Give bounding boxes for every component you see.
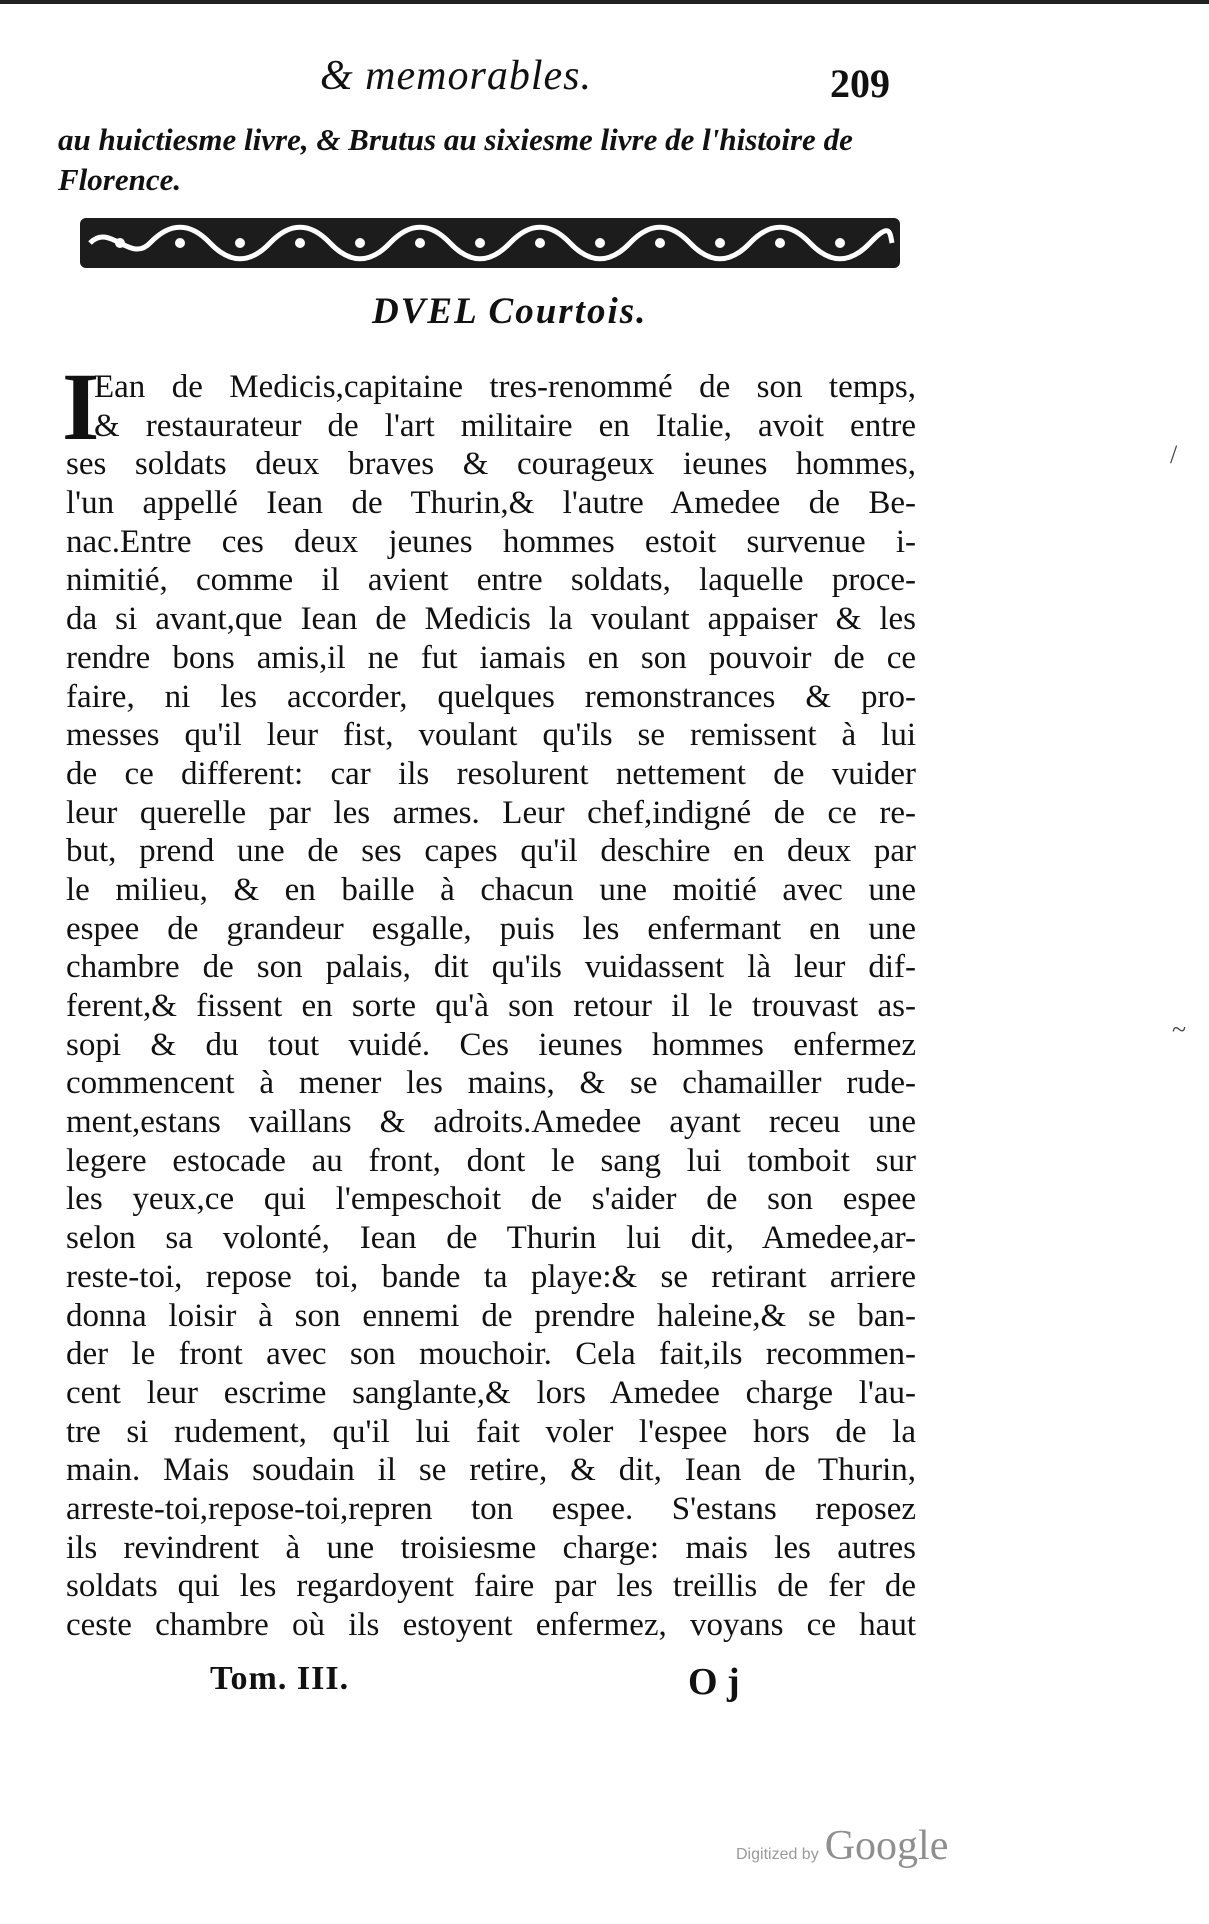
body-line: & restaurateur de l'art militaire en Italie, avoit entre xyxy=(94,407,916,444)
body-line: ferent,& fissent en sorte qu'à son retour il le trouvast as- xyxy=(66,988,916,1024)
margin-mark: ~ xyxy=(1172,1015,1187,1044)
continuation-line: Florence. xyxy=(58,162,182,197)
body-line: chambre de son palais, dit qu'ils vuidassent là leur dif- xyxy=(66,949,916,986)
body-line: cent leur escrime sanglante,& lors Amedee charge l'au- xyxy=(66,1374,916,1411)
body-line: arreste-toi,repose-toi,repren ton espee. S'estans reposez xyxy=(66,1490,916,1527)
credit-brand: Google xyxy=(824,1823,949,1869)
margin-mark: / xyxy=(1170,440,1178,469)
body-line: nac.Entre ces deux jeunes hommes estoit survenue i- xyxy=(66,523,916,560)
body-line: Ean de Medicis,capitaine tres-renommé de son temps, xyxy=(94,369,916,405)
body-line: leur querelle par les armes. Leur chef,indigné de ce re- xyxy=(66,794,916,831)
body-line: l'un appellé Iean de Thurin,& l'autre Amedee de Be- xyxy=(66,485,916,522)
running-head: & memorables. xyxy=(320,53,592,99)
continuation-line: au huictiesme livre, & Brutus au sixiesme livre de l'histoire de xyxy=(58,122,853,157)
body-line: nimitié, comme il avient entre soldats, laquelle proce- xyxy=(66,562,916,599)
body-line: commencent à mener les mains, & se chamailler rude- xyxy=(66,1065,916,1102)
body-line: da si avant,que Iean de Medicis la voulant appaiser & les xyxy=(66,601,916,638)
gathering-signature: O j xyxy=(688,1661,740,1703)
drop-cap: I xyxy=(62,353,100,460)
body-line: faire, ni les accorder, quelques remonstrances & pro- xyxy=(66,678,916,715)
continuation-text xyxy=(58,120,918,200)
section-heading: DVEL Courtois. xyxy=(372,291,648,332)
body-line: reste-toi, repose toi, bande ta playe:& se retirant arriere xyxy=(66,1258,916,1295)
digitization-credit xyxy=(736,1822,948,1870)
body-line: tre si rudement, qu'il lui fait voler l'espee hors de la xyxy=(66,1413,916,1450)
body-line: donna loisir à son ennemi de prendre haleine,& se ban- xyxy=(66,1297,916,1334)
body-line: main. Mais soudain il se retire, & dit, Iean de Thurin, xyxy=(66,1452,916,1489)
body-line: messes qu'il leur fist, voulant qu'ils se remissent à lui xyxy=(66,717,916,754)
body-line: les yeux,ce qui l'empeschoit de s'aider de son espee xyxy=(66,1181,916,1218)
volume-signature: Tom. III. xyxy=(210,1660,350,1697)
body-line: legere estocade au front, dont le sang lui tomboit sur xyxy=(66,1142,916,1179)
ornamental-band xyxy=(80,212,900,274)
credit-prefix: Digitized by xyxy=(736,1846,819,1863)
body-line: rendre bons amis,il ne fut iamais en son pouvoir de ce xyxy=(66,639,916,676)
body-line: le milieu, & en baille à chacun une moitié avec une xyxy=(66,871,916,908)
body-line: soldats qui les regardoyent faire par les treillis de fer de xyxy=(66,1568,916,1605)
page-number: 209 xyxy=(830,61,890,106)
top-border xyxy=(0,0,1209,4)
body-line: sopi & du tout vuidé. Ces ieunes hommes enfermez xyxy=(66,1026,916,1063)
body-line: espee de grandeur esgalle, puis les enfermant en une xyxy=(66,910,916,947)
body-line: ses soldats deux braves & courageux ieunes hommes, xyxy=(66,446,916,483)
body-line: ils revindrent à une troisiesme charge: mais les autres xyxy=(66,1529,916,1566)
body-line: but, prend une de ses capes qu'il deschire en deux par xyxy=(66,833,916,870)
body-line: ceste chambre où ils estoyent enfermez, voyans ce haut xyxy=(66,1607,916,1643)
body-line: ment,estans vaillans & adroits.Amedee ayant receu une xyxy=(66,1104,916,1141)
body-line: de ce different: car ils resolurent nettement de vuider xyxy=(66,755,916,792)
body-line: selon sa volonté, Iean de Thurin lui dit, Amedee,ar- xyxy=(66,1220,916,1257)
body-line: der le front avec son mouchoir. Cela fait,ils recommen- xyxy=(66,1336,916,1373)
body-text xyxy=(66,368,916,1645)
